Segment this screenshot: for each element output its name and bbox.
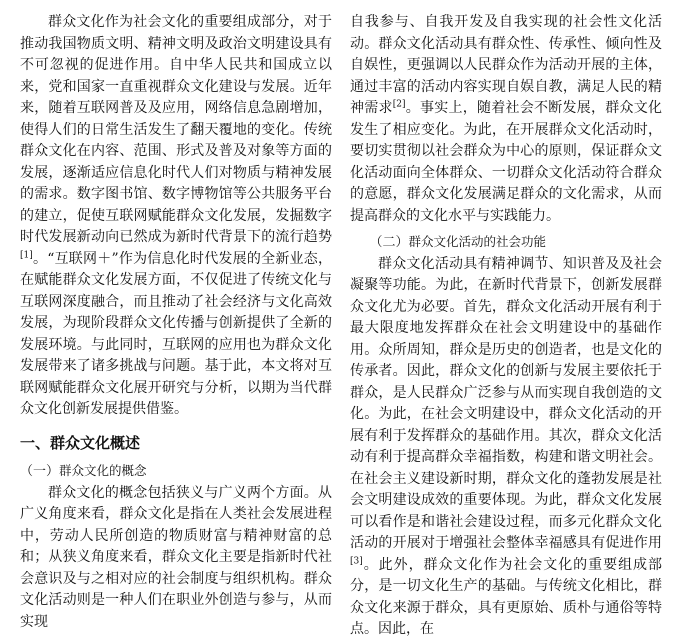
- function-paragraph: [350, 254, 662, 641]
- intro-text-part1: 群众文化作为社会文化的重要组成部分，对于推动我国物质文明、精神文明及政治文明建设具有不可忽视的促进作用。自中华人民共和国成立以来，党和国家一直重视群众文化建设与发展。近年来，随着互联网普及及应用，网络信息急剧增加，使得人们的日常生活发生了翻天覆地的变化。传统群众文化在内容、范围、形式及普及对象等方面的发展，逐渐适应信息化时代人们对物质与精神发展的需求。数字图书馆、数字博物馆等公共服务平台的建立，促使互联网赋能群众文化发展，发掘数字时代发展新动向已然成为新时代背景下的流行趋势: [20, 14, 332, 245]
- continued-paragraph: [350, 12, 662, 227]
- concept-paragraph: 群众文化的概念包括狭义与广义两个方面。从广义角度来看，群众文化是指在人类社会发展进程中，劳动人民所创造的物质财富与精神财富的总和；从狭义角度来看，群众文化主要是指新时代社会意识及与之相对应的社会制度与组织机构。群众文化活动则是一种人们在职业外创造与参与，从而实现: [20, 484, 332, 630]
- subsection-2-number: （二）: [369, 235, 409, 250]
- intro-paragraph: [20, 12, 332, 421]
- subsection-heading-2: [350, 231, 662, 254]
- function-text-part2: 。此外，群众文化作为社会文化的重要组成部分，是一切文化生产的基础。与传统文化相比，群众文化来源于群众，具有更原始、质朴与通俗等特点。因此，在: [350, 556, 662, 637]
- left-column: [20, 12, 332, 633]
- continued-text-part1: 自我参与、自我开发及自我实现的社会性文化活动。群众文化活动具有群众性、传承性、倾向性及自娱性，更强调以人民群众作为活动开展的主体，通过丰富的活动内容实现自娱自教，满足人民的精神需求: [350, 14, 662, 116]
- citation-2: [2]: [392, 99, 406, 110]
- continued-text-part2: 。事实上，随着社会不断发展，群众文化发生了相应变化。为此，在开展群众文化活动时，要切实贯彻以社会群众为中心的原则，保证群众文化活动面向全体群众、一切群众文化活动符合群众的意愿，群众文化发展满足群众的文化需求，从而提高群众的文化水平与实践能力。: [350, 100, 662, 224]
- subsection-heading-1: [20, 460, 332, 483]
- subsection-2-title: 群众文化活动的社会功能: [408, 234, 547, 249]
- citation-1: [1]: [20, 249, 33, 260]
- function-text-part1: 群众文化活动具有精神调节、知识普及及社会凝聚等功能。为此，在新时代背景下，创新发展群众文化尤为必要。首先，群众文化活动开展有利于最大限度地发挥群众在社会文明建设中的基础作用。众所周知，群众是历史的创造者，也是文化的传承者。因此，群众文化的创新与发展主要依托于群众，是人民群众广泛参与从而实现自我创造的文化。为此，在社会文明建设中，群众文化活动的开展有利于发挥群众的基础作用。其次，群众文化活动有利于提高群众幸福指数，构建和谐文明社会。在社会主义建设新时期，群众文化的蓬勃发展是社会文明建设成效的重要体现。为此，群众文化发展可以看作是和谐社会建设过程，而多元化群众文化活动的开展对于增强社会整体幸福感具有促进作用: [350, 255, 662, 551]
- intro-text-part2: 。“互联网＋”作为信息化时代发展的全新业态，在赋能群众文化发展方面，不仅促进了传统文化与互联网深度融合，而且推动了社会经济与文化高效发展，为现阶段群众文化传播与创新提供了全新的发展环境。与此同时，互联网的应用也为群众文化发展带来了诸多挑战与问题。基于此，本文将对互联网赋能群众文化展开研究与分析，以期为当代群众文化创新发展提供借鉴。: [20, 250, 332, 417]
- right-column: [350, 12, 662, 641]
- subsection-1-title: 群众文化的概念: [59, 463, 147, 478]
- citation-3: [3]: [350, 555, 363, 566]
- subsection-1-number: （一）: [20, 464, 60, 479]
- section-heading-1: 一、群众文化概述: [20, 433, 141, 452]
